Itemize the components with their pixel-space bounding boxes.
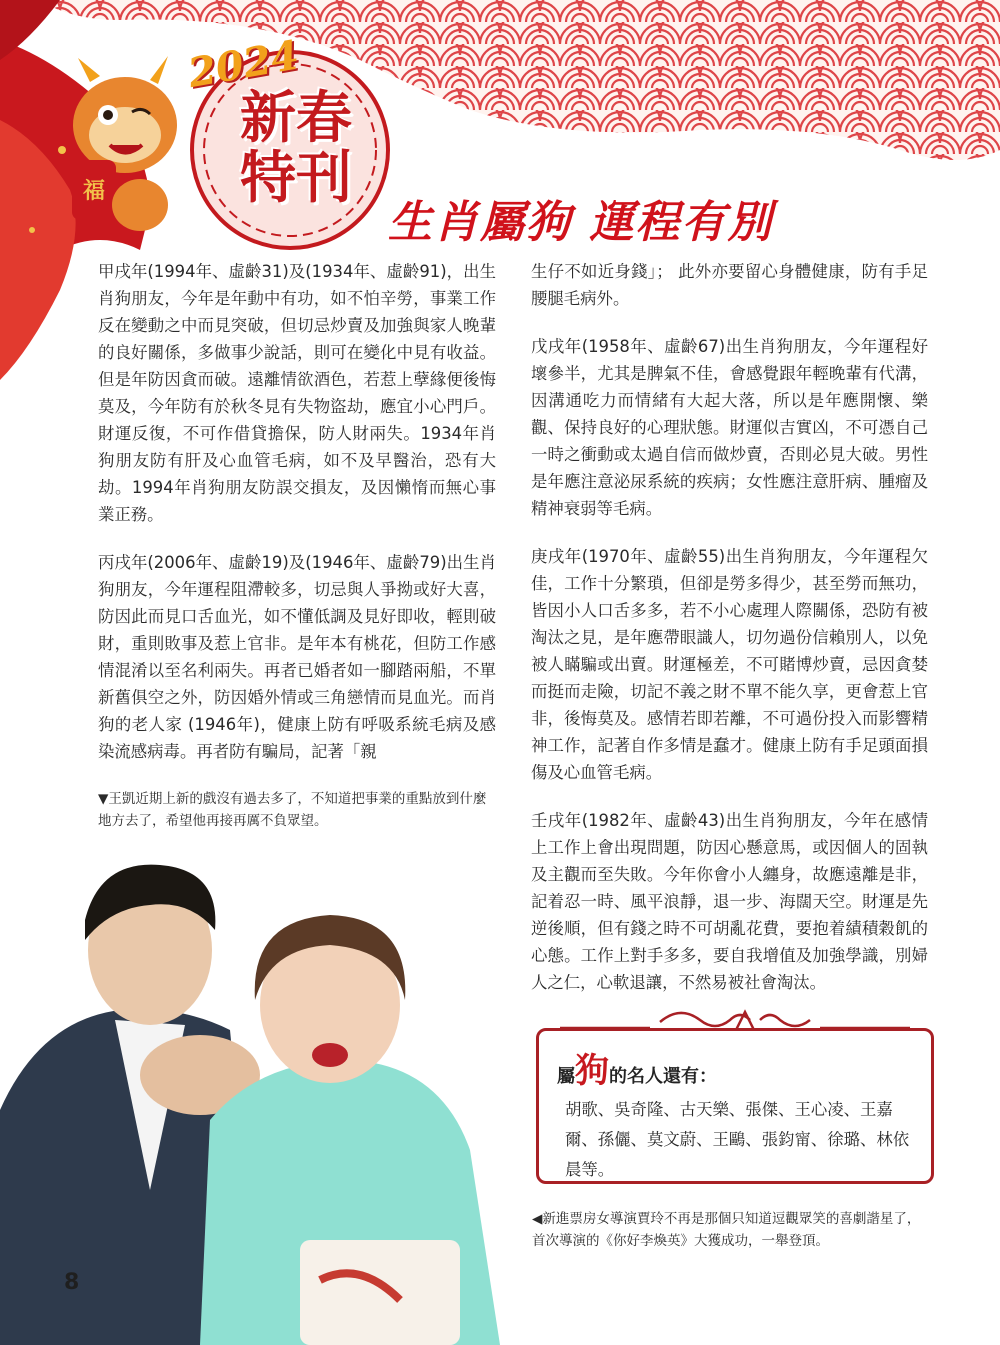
- celebrity-list: 胡歌、吳奇隆、古天樂、張傑、王心凌、王嘉爾、孫儷、莫文蔚、王鷗、張鈞甯、徐璐、林依晨等。: [565, 1100, 910, 1179]
- paragraph: 戊戌年(1958年、虛齡67)出生肖狗朋友，今年運程好壞參半，尤其是脾氣不佳，會感覺跟年輕晚輩有代溝，因溝通吃力而情緒有大起大落，所以是年應開懷、樂觀、保持良好的心理狀態。財運似吉實凶，不可憑自己一時之衝動或太過自信而做炒賣，否則必見大破。男性是年應注意泌尿系統的疾病；女性應注意肝病、腫瘤及精神衰弱等毛病。: [531, 337, 928, 518]
- heading-suffix: 的名人還有：: [609, 1066, 717, 1087]
- svg-text:福: 福: [82, 178, 106, 204]
- banner-year: 2024: [184, 31, 303, 98]
- paragraph: 庚戌年(1970年、虛齡55)出生肖狗朋友，今年運程欠佳，工作十分繁瑣，但卻是勞多得少，甚至勞而無功，皆因小人口舌多多，若不小心處理人際關係，恐防有被淘汰之見，是年應帶眼識人，切勿過份信賴別人，以免被人瞞騙或出賣。財運極差，不可賭博炒賣，忌因貪婪而挺而走險，切記不義之財不單不能久享，更會惹上官非，後悔莫及。感情若即若離，不可過份投入而影響精神工作，記著自作多情是蠢才。健康上防有手足頭面損傷及心血管毛病。: [531, 547, 928, 782]
- headline: 生肖屬狗 運程有別: [388, 197, 774, 248]
- dragon-mascot-icon: [72, 56, 177, 231]
- left-column: [98, 258, 496, 786]
- photo-caption-right: ◀新進票房女導演賈玲不再是那個只知道逗觀眾笑的喜劇諧星了，首次導演的《你好李煥英》大獲成功，一舉登頂。: [532, 1211, 921, 1249]
- banner-title: 新春特刊: [240, 85, 352, 211]
- celebrity-box-heading: [557, 1043, 717, 1092]
- heading-prefix: 屬: [557, 1066, 575, 1087]
- woman-figure: [200, 915, 500, 1345]
- right-column: [531, 258, 928, 1017]
- celebrity-photo: [0, 860, 560, 1345]
- paragraph: 甲戌年(1994年、虛齡31)及(1934年、虛齡91)，出生肖狗朋友，今年是年動中有功，如不怕辛勞，事業工作反在變動之中而見突破，但切忌炒賣及加強與家人晚輩的良好關係，多做事少說話，則可在變化中見有收益。但是年防因貪而破。遠離情欲酒色，若惹上孽緣便後悔莫及，今年防有於秋冬見有失物盜劫，應宜小心門戶。財運反復，不可作借貸擔保，防人財兩失。1934年肖狗朋友防有肝及心血管毛病，如不及早醫治，恐有大劫。1994年肖狗朋友防誤交損友，及因懶惰而無心事業正務。: [98, 262, 496, 524]
- paragraph: 丙戌年(2006年、虛齡19)及(1946年、虛齡79)出生肖狗朋友，今年運程阻滯較多，切忌與人爭拗或好大喜，防因此而見口舌血光，如不懂低調及見好即收，輕則破財，重則敗事及惹上官非。是年本有桃花，但防工作感情混淆以至名利兩失。再者已婚者如一腳踏兩船，不單新舊俱空之外，防因婚外情或三角戀情而見血光。而肖狗的老人家 (1946年)，健康上防有呼吸系統毛病及感染流感病毒。再者防有騙局，記著「親: [98, 553, 496, 761]
- page-number: 8: [64, 1270, 80, 1295]
- paragraph: 生仔不如近身錢」； 此外亦要留心身體健康，防有手足腰腿毛病外。: [531, 262, 928, 308]
- photo-caption-left: ▼王凱近期上新的戲沒有過去多了，不知道把事業的重點放到什麼地方去了，希望他再接再厲不負眾望。: [98, 791, 487, 829]
- heading-dog-char: 狗: [575, 1051, 609, 1091]
- celebrity-box: [536, 1028, 934, 1184]
- paragraph: 壬戌年(1982年、虛齡43)出生肖狗朋友，今年在感情上工作上會出現問題，防因心懸意馬，或因個人的固執及主觀而至失敗。今年你會小人纏身，故應遠離是非，記着忍一時、風平浪靜，退一步、海闊天空。財運是先逆後順，但有錢之時不可胡亂花費，要抱着績積穀飢的心態。工作上對手多多，要自我增值及加強學識，別婦人之仁，心軟退讓，不然易被社會淘汰。: [531, 811, 928, 992]
